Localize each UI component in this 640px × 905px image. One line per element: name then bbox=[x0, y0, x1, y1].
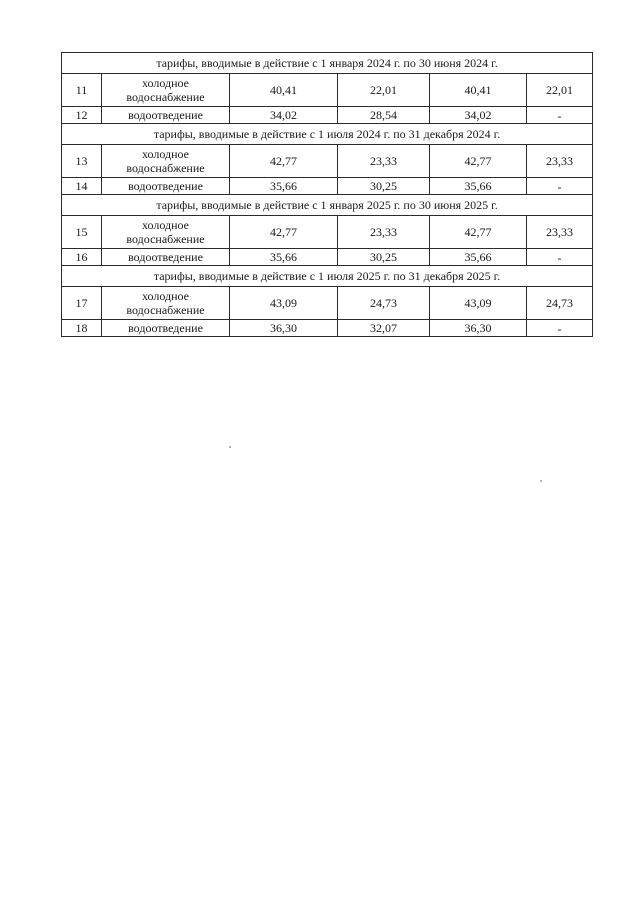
tariff-value: 24,73 bbox=[338, 287, 430, 320]
service-name: водоотведение bbox=[102, 249, 230, 266]
tariff-value: 42,77 bbox=[430, 145, 527, 178]
table-row bbox=[62, 320, 593, 337]
service-name: холодное водоснабжение bbox=[102, 287, 230, 320]
period-header-row bbox=[62, 53, 593, 74]
period-header-row bbox=[62, 266, 593, 287]
period-header: тарифы, вводимые в действие с 1 января 2024 г. по 30 июня 2024 г. bbox=[62, 53, 593, 74]
row-number: 11 bbox=[62, 74, 102, 107]
tariff-value: 22,01 bbox=[338, 74, 430, 107]
period-header-row bbox=[62, 124, 593, 145]
tariff-value: 42,77 bbox=[430, 216, 527, 249]
tariff-value: - bbox=[527, 107, 593, 124]
period-header-row bbox=[62, 195, 593, 216]
tariff-value: - bbox=[527, 178, 593, 195]
tariff-value: 35,66 bbox=[430, 178, 527, 195]
tariff-value: 42,77 bbox=[230, 216, 338, 249]
tariff-value: 34,02 bbox=[430, 107, 527, 124]
table-row bbox=[62, 287, 593, 320]
tariff-value: 43,09 bbox=[430, 287, 527, 320]
service-name: холодное водоснабжение bbox=[102, 145, 230, 178]
tariff-value: 35,66 bbox=[430, 249, 527, 266]
table-row bbox=[62, 107, 593, 124]
row-number: 18 bbox=[62, 320, 102, 337]
scan-speck bbox=[540, 480, 542, 482]
table-row bbox=[62, 216, 593, 249]
scan-speck bbox=[229, 446, 231, 448]
period-header: тарифы, вводимые в действие с 1 июля 2024 г. по 31 декабря 2024 г. bbox=[62, 124, 593, 145]
tariff-value: 40,41 bbox=[230, 74, 338, 107]
tariff-value: - bbox=[527, 320, 593, 337]
tariff-value: 36,30 bbox=[430, 320, 527, 337]
period-header: тарифы, вводимые в действие с 1 июля 2025 г. по 31 декабря 2025 г. bbox=[62, 266, 593, 287]
service-name: водоотведение bbox=[102, 178, 230, 195]
tariff-value: 35,66 bbox=[230, 178, 338, 195]
tariff-value: 23,33 bbox=[338, 216, 430, 249]
table-row bbox=[62, 145, 593, 178]
row-number: 17 bbox=[62, 287, 102, 320]
tariff-value: 40,41 bbox=[430, 74, 527, 107]
tariff-value: 43,09 bbox=[230, 287, 338, 320]
tariff-value: 30,25 bbox=[338, 178, 430, 195]
service-name: холодное водоснабжение bbox=[102, 74, 230, 107]
tariff-value: 30,25 bbox=[338, 249, 430, 266]
row-number: 12 bbox=[62, 107, 102, 124]
table-row bbox=[62, 178, 593, 195]
tariff-value: 24,73 bbox=[527, 287, 593, 320]
service-name: водоотведение bbox=[102, 107, 230, 124]
row-number: 15 bbox=[62, 216, 102, 249]
tariff-value: 32,07 bbox=[338, 320, 430, 337]
period-header: тарифы, вводимые в действие с 1 января 2025 г. по 30 июня 2025 г. bbox=[62, 195, 593, 216]
row-number: 16 bbox=[62, 249, 102, 266]
tariff-value: 36,30 bbox=[230, 320, 338, 337]
tariff-value: - bbox=[527, 249, 593, 266]
row-number: 14 bbox=[62, 178, 102, 195]
row-number: 13 bbox=[62, 145, 102, 178]
table-row bbox=[62, 74, 593, 107]
tariff-value: 28,54 bbox=[338, 107, 430, 124]
tariff-value: 35,66 bbox=[230, 249, 338, 266]
tariff-value: 23,33 bbox=[527, 145, 593, 178]
tariff-value: 23,33 bbox=[527, 216, 593, 249]
tariff-value: 42,77 bbox=[230, 145, 338, 178]
tariff-table bbox=[61, 52, 593, 337]
table-row bbox=[62, 249, 593, 266]
service-name: водоотведение bbox=[102, 320, 230, 337]
service-name: холодное водоснабжение bbox=[102, 216, 230, 249]
tariff-value: 23,33 bbox=[338, 145, 430, 178]
tariff-value: 22,01 bbox=[527, 74, 593, 107]
tariff-value: 34,02 bbox=[230, 107, 338, 124]
